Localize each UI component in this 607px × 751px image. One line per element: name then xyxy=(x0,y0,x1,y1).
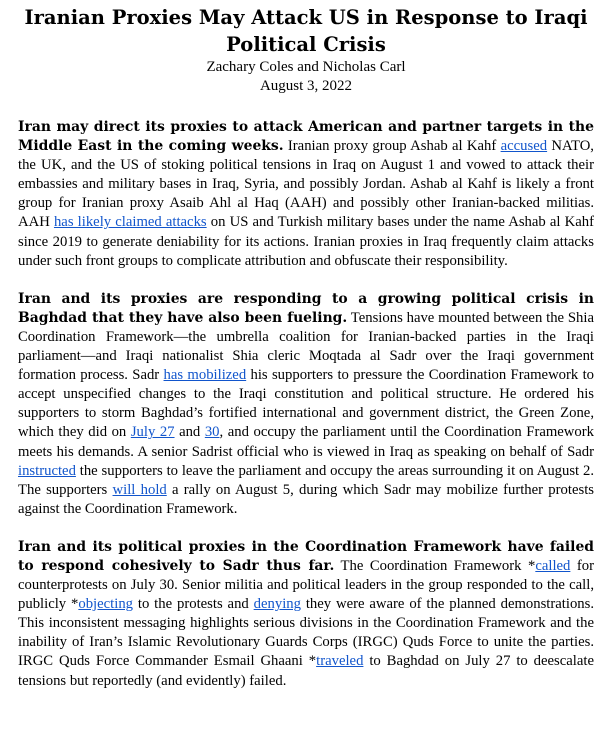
link-accused[interactable]: accused xyxy=(500,138,548,155)
link-called[interactable]: called xyxy=(535,557,571,574)
paragraph-text: to the protests and xyxy=(133,596,254,613)
paragraph-text: the supporters to leave the parliament and occupy the areas surrounding it on August 2. The supporters xyxy=(18,462,594,498)
link-objecting[interactable]: objecting xyxy=(78,596,134,613)
paragraph-text: NATO, the UK, and the US of stoking political tensions in Iraq on August 1 and vowed to attack their embassies and military bases in Iraq, Syria, and possibly Jordan. Ashab al Kahf is likely a front group for Iranian proxy Asaib Ahl al Haq (AAH) and possibly other Iranian-backed militias. AAH xyxy=(18,138,594,231)
link-will-hold[interactable]: will hold xyxy=(112,481,167,498)
publication-date: August 3, 2022 xyxy=(259,78,353,94)
paragraph-iran-proxies-threat xyxy=(18,118,594,271)
paragraph-lead: Iran and its proxies are responding to a growing political crisis in Baghdad that they have also been fueling. xyxy=(18,290,594,326)
paragraph-text: for counterprotests on July 30. Senior militia and political leaders in the group responded to the call, publicly * xyxy=(18,557,594,613)
paragraph-text: on US and Turkish military bases under the name Ashab al Kahf since 2019 to generate deniability for its actions. Iranian proxies in Iraq frequently claim attacks under such front groups to complicate attribution and obfuscate their responsibility. xyxy=(18,214,594,269)
paragraph-lead: Iran may direct its proxies to attack American and partner targets in the Middle East in the coming weeks. xyxy=(18,119,594,155)
paragraph-lead: Iran and its political proxies in the Coordination Framework have failed to respond cohesively to Sadr thus far. xyxy=(18,538,594,574)
link-has-likely-claimed-attacks[interactable]: has likely claimed attacks xyxy=(53,214,207,231)
link-july-27[interactable]: July 27 xyxy=(130,424,175,441)
paragraph-text: Iranian proxy group Ashab al Kahf xyxy=(283,138,501,155)
link-traveled[interactable]: traveled xyxy=(316,653,364,670)
report-page xyxy=(18,4,594,691)
link-30[interactable]: 30 xyxy=(204,424,220,441)
paragraph-text: Tensions have mounted between the Shia Coordination Framework—the umbrella coalition for Iranian-backed parties in the Iraqi parliament—and Iraqi nationalist Shia cleric Moqtada al Sadr over the Iraqi government formation process. Sadr xyxy=(18,309,594,384)
paragraph-coordination-framework xyxy=(18,538,594,691)
link-denying[interactable]: denying xyxy=(253,596,301,613)
paragraph-text: to Baghdad on July 27 to deescalate tensions but reportedly (and evidently) failed. xyxy=(18,653,594,689)
link-has-mobilized[interactable]: has mobilized xyxy=(163,367,247,384)
paragraph-political-crisis xyxy=(18,290,594,519)
link-instructed[interactable]: instructed xyxy=(18,462,76,479)
paragraph-text: The Coordination Framework * xyxy=(334,557,536,574)
authors-byline: Zachary Coles and Nicholas Carl xyxy=(206,59,406,75)
paragraph-text: his supporters to pressure the Coordination Framework to accept unspecified changes to the Iraqi constitution and political structure. He ordered his supporters to storm Baghdad’s fortified international and government district, the Green Zone, which they did on xyxy=(18,367,595,441)
paragraph-text: a rally on August 5, during which Sadr may mobilize further protests against the Coordination Framework. xyxy=(18,481,594,517)
paragraph-text: , and occupy the parliament until the Coordination Framework meets his demands. A senior Sadrist official who is viewed in Iraq as speaking on behalf of Sadr xyxy=(18,424,594,460)
paragraph-text: and xyxy=(174,424,205,441)
report-title: Iranian Proxies May Attack US in Response to Iraqi Political Crisis xyxy=(24,6,588,56)
paragraph-text: they were aware of the planned demonstrations. This inconsistent messaging highlights serious divisions in the Coordination Framework and the inability of Iran’s Islamic Revolutionary Guards Corps (IRGC) Quds Force to unite the parties. IRGC Quds Force Commander Esmail Ghaani * xyxy=(18,596,595,670)
